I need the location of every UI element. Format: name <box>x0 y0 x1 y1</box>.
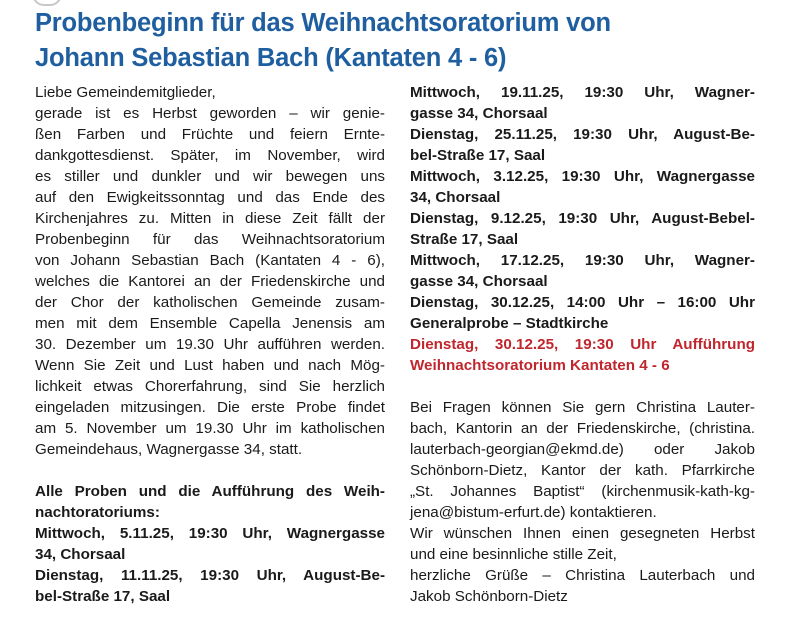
closing-paragraph <box>410 397 755 607</box>
intro-line: es stiller und dunkler und wir bewegen uns <box>35 168 385 185</box>
schedule-list-left <box>35 523 385 607</box>
performance-line: Weihnachtsoratorium Kantaten 4 - 6 <box>410 357 670 374</box>
schedule-list-right <box>410 82 755 334</box>
closing-line: Schönborn-Dietz, Kantor der kath. Pfarrkirche <box>410 462 755 479</box>
intro-line: Gemeindehaus, Wagnergasse 34, statt. <box>35 441 303 458</box>
closing-line: herzliche Grüße – Christina Lauterbach und <box>410 567 755 584</box>
intro-line: am 5. November um 19.30 Uhr im katholischen <box>35 420 385 437</box>
schedule-item-line: Mittwoch, 17.12.25, 19:30 Uhr, Wagner- <box>410 252 755 269</box>
closing-line: Wir wünschen Ihnen einen gesegneten Herbst <box>410 525 755 542</box>
closing-line: bach, Kantorin an der Friedenskirche, (christina. <box>410 420 755 437</box>
schedule-heading-line: nachtoratoriums: <box>35 504 160 521</box>
intro-line: Kirchenjahres zu. Mitten in diese Zeit fällt der <box>35 210 385 227</box>
intro-line: der Chor der katholischen Gemeinde zusam- <box>35 294 385 311</box>
closing-line: lauterbach-georgian@ekmd.de) oder Jakob <box>410 441 755 458</box>
article-title <box>35 6 775 76</box>
schedule-item-line: gasse 34, Chorsaal <box>410 105 548 122</box>
schedule-item-line: Dienstag, 30.12.25, 14:00 Uhr – 16:00 Uhr <box>410 294 755 311</box>
schedule-item-line: 34, Chorsaal <box>35 546 126 563</box>
intro-line: ßen Farben und Früchte und feiern Ernte- <box>35 126 385 143</box>
closing-line: Bei Fragen können Sie gern Christina Lauter- <box>410 399 755 416</box>
schedule-item-line: Straße 17, Saal <box>410 231 519 248</box>
schedule-item-line: gasse 34, Chorsaal <box>410 273 548 290</box>
intro-line: dankgottesdienst. Später, im November, wird <box>35 147 385 164</box>
performance-line: Dienstag, 30.12.25, 19:30 Uhr Aufführung <box>410 336 755 353</box>
intro-line: gerade ist es Herbst geworden – wir genie- <box>35 105 385 122</box>
schedule-heading-line: Alle Proben und die Aufführung des Weih- <box>35 483 385 500</box>
schedule-item-line: Mittwoch, 19.11.25, 19:30 Uhr, Wagner- <box>410 84 755 101</box>
intro-line: welches die Kantorei an der Friedenskirche und <box>35 273 385 290</box>
schedule-item-line: Mittwoch, 3.12.25, 19:30 Uhr, Wagnergasse <box>410 168 755 185</box>
intro-line: lichkeit etwas Chorerfahrung, sind Sie herzlich <box>35 378 385 395</box>
closing-line: Jakob Schönborn-Dietz <box>410 588 568 605</box>
title-line-1: Probenbeginn für das Weihnachtsoratorium von <box>35 9 611 37</box>
schedule-item-line: Generalprobe – Stadtkirche <box>410 315 609 332</box>
performance-highlight <box>410 334 755 376</box>
left-column <box>35 82 385 607</box>
schedule-item-line: bel-Straße 17, Saal <box>410 147 546 164</box>
schedule-item-line: Mittwoch, 5.11.25, 19:30 Uhr, Wagnergasse <box>35 525 385 542</box>
closing-line: jena@bistum-erfurt.de) kontaktieren. <box>410 504 657 521</box>
intro-line: auf den Ewigkeitssonntag und das Ende des <box>35 189 385 206</box>
closing-line: und eine besinnliche stille Zeit, <box>410 546 617 563</box>
schedule-heading <box>35 481 385 523</box>
intro-line: Liebe Gemeindemitglieder, <box>35 84 216 101</box>
intro-line: Wenn Sie Zeit und Lust haben und nach Mög- <box>35 357 385 374</box>
schedule-item-line: Dienstag, 11.11.25, 19:30 Uhr, August-Be- <box>35 567 385 584</box>
intro-line: 30. Dezember um 19.30 Uhr aufführen werden. <box>35 336 385 353</box>
schedule-item-line: bel-Straße 17, Saal <box>35 588 171 605</box>
title-line-2: Johann Sebastian Bach (Kantaten 4 - 6) <box>35 44 507 72</box>
schedule-item-line: Dienstag, 25.11.25, 19:30 Uhr, August-Be- <box>410 126 755 143</box>
right-column <box>410 82 755 607</box>
intro-line: von Johann Sebastian Bach (Kantaten 4 - 6), <box>35 252 385 269</box>
intro-line: Probenbeginn für das Weihnachtsoratorium <box>35 231 385 248</box>
intro-line: eingeladen mitzusingen. Die erste Probe findet <box>35 399 385 416</box>
intro-line: men mit dem Ensemble Capella Jenensis am <box>35 315 385 332</box>
closing-line: „St. Johannes Baptist“ (kirchenmusik-kath-kg- <box>410 483 755 500</box>
schedule-item-line: Dienstag, 9.12.25, 19:30 Uhr, August-Bebel- <box>410 210 755 227</box>
schedule-item-line: 34, Chorsaal <box>410 189 501 206</box>
intro-paragraph <box>35 82 385 460</box>
